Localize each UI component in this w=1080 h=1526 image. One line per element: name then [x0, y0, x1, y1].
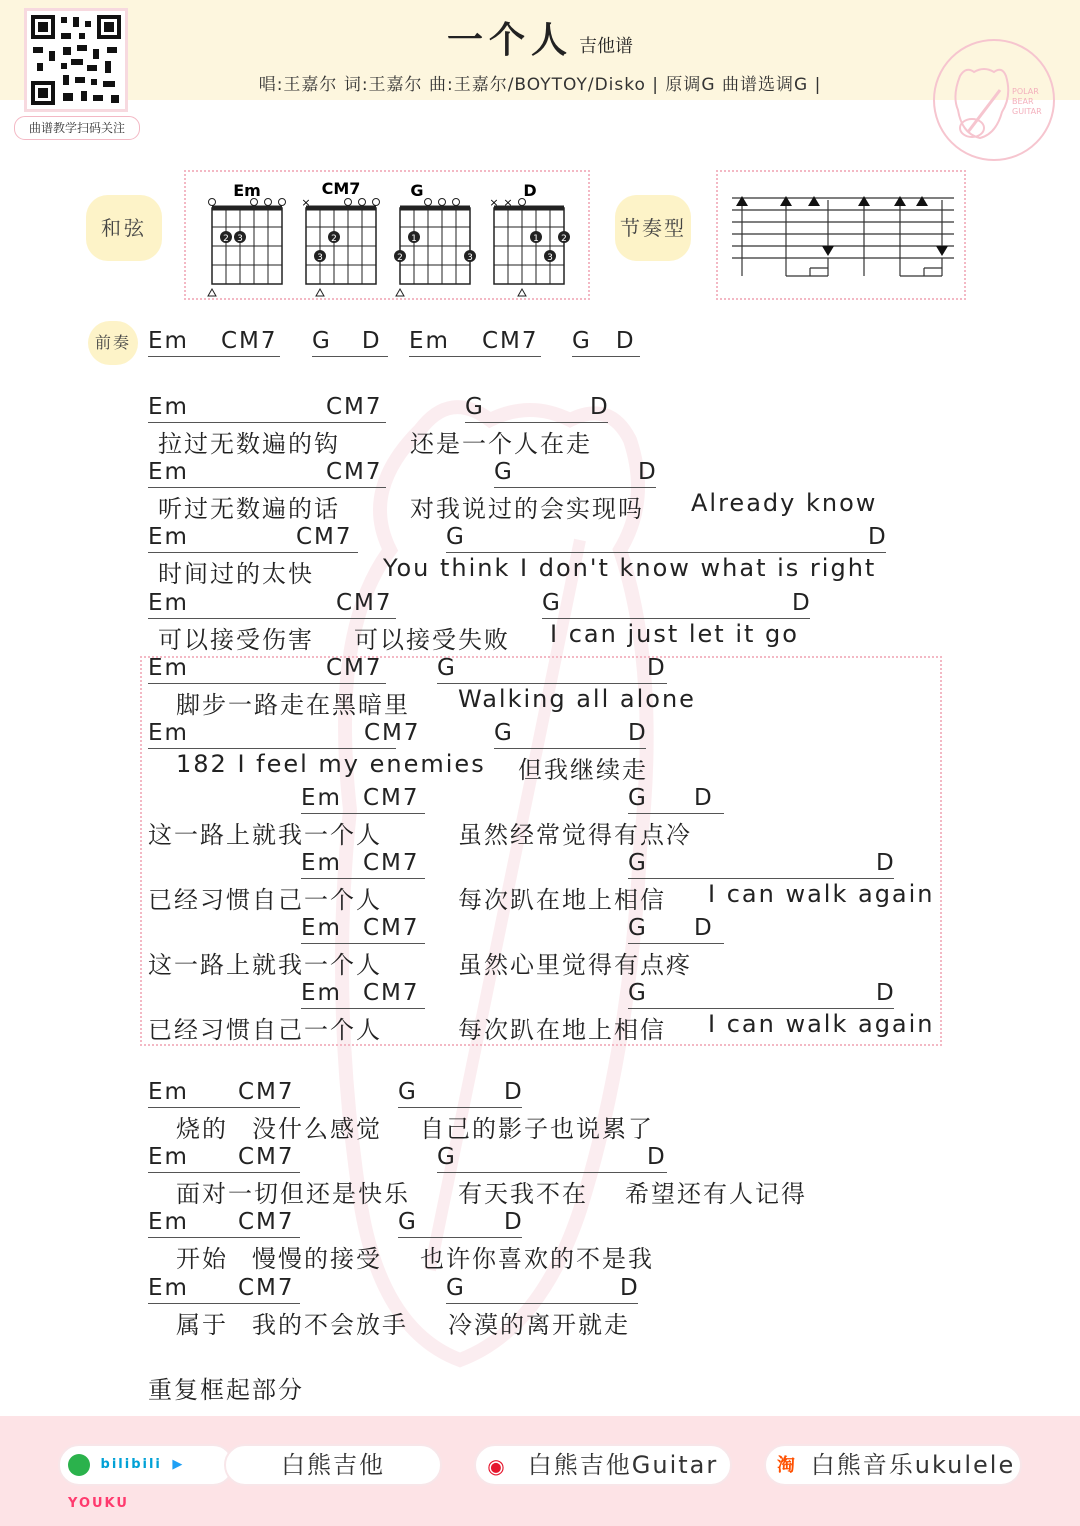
chord: G — [628, 850, 648, 876]
chord: G — [446, 1275, 466, 1301]
bilibili-label: bilibili — [100, 1457, 162, 1472]
lyric: 可以接受伤害 — [158, 626, 314, 654]
chord: G — [465, 394, 485, 420]
taobao-icon: 淘 — [770, 1449, 804, 1483]
chord: Em — [148, 394, 189, 420]
chord-span — [494, 718, 646, 749]
youku-label: YOUKU — [68, 1495, 129, 1511]
chord: D — [792, 590, 812, 616]
logo-text-1: POLAR — [1012, 87, 1039, 96]
chord-span — [542, 588, 810, 619]
weibo-channel[interactable] — [474, 1444, 732, 1486]
chord-span — [148, 522, 358, 553]
svg-text:×: × — [301, 196, 311, 209]
qr-caption: 曲谱教学扫码关注 — [14, 116, 140, 140]
intro-chord: CM7 — [481, 328, 539, 354]
chord-g-diagram — [394, 181, 476, 296]
lyric: 听过无数遍的话 — [158, 495, 340, 523]
chord-diagram-box — [184, 170, 590, 300]
lyric: I can just let it go — [550, 620, 799, 648]
intro-chord: Em — [148, 328, 189, 354]
chord: CM7 — [296, 524, 353, 550]
lyric: You think I don't know what is right — [383, 554, 877, 582]
lyric: 面对一切但还是快乐 — [176, 1180, 410, 1208]
lyric: 有天我不在 — [458, 1180, 588, 1208]
weibo-icon: ◉ — [480, 1449, 514, 1483]
chord-span — [301, 848, 425, 879]
intro-chord-5-6 — [409, 326, 541, 357]
song-meta: 唱:王嘉尔 词:王嘉尔 曲:王嘉尔/BOYTOY/Disko | 原调G 曲谱选调G | — [258, 75, 822, 95]
chord-cm7-diagram — [301, 179, 379, 296]
lyric: I can walk again — [708, 880, 935, 908]
chord-span — [628, 978, 894, 1009]
chord: G — [542, 590, 562, 616]
lyric: 虽然经常觉得有点冷 — [458, 821, 692, 849]
youku-play-icon: ▶ — [172, 1457, 185, 1472]
chord: D — [694, 915, 714, 941]
chord-em-label: Em — [233, 181, 261, 200]
lyric: 这一路上就我一个人 — [148, 821, 382, 849]
page-title — [0, 12, 1080, 63]
chord: CM7 — [363, 850, 420, 876]
chord: Em — [148, 459, 189, 485]
chord: D — [876, 980, 896, 1006]
intro-chord-7-8 — [572, 326, 640, 357]
chord-g-label: G — [410, 181, 424, 200]
lyric: 自己的影子也说累了 — [420, 1115, 654, 1143]
lyric: 还是一个人在走 — [410, 430, 592, 458]
lyric: 拉过无数遍的钩 — [158, 430, 340, 458]
chord: Em — [301, 785, 342, 811]
chord-span — [446, 522, 886, 553]
rhythm-pattern — [718, 172, 964, 298]
chord: G — [494, 720, 514, 746]
chord: CM7 — [336, 590, 393, 616]
chord: CM7 — [363, 785, 420, 811]
chord-span — [437, 653, 667, 684]
logo-text-3: GUITAR — [1012, 107, 1042, 116]
chord-span — [301, 978, 425, 1009]
lyric: 没什么感觉 — [252, 1115, 382, 1143]
lyric: 这一路上就我一个人 — [148, 951, 382, 979]
chord: G — [628, 785, 648, 811]
lyric: 烧的 — [176, 1115, 228, 1143]
lyric: 脚步一路走在黑暗里 — [176, 691, 410, 719]
chord: Em — [301, 980, 342, 1006]
chord: CM7 — [363, 915, 420, 941]
chord: Em — [148, 655, 189, 681]
svg-text:×: × — [489, 196, 499, 209]
platform-pill[interactable] — [58, 1444, 234, 1511]
lyric: 每次趴在地上相信 — [458, 1016, 666, 1044]
lyric: 虽然心里觉得有点疼 — [458, 951, 692, 979]
chord-span — [628, 783, 724, 814]
svg-text:3: 3 — [317, 253, 323, 263]
svg-text:1: 1 — [533, 234, 539, 244]
chord: CM7 — [326, 459, 383, 485]
intro-chord: D — [361, 328, 382, 354]
chord: Em — [148, 590, 189, 616]
intro-chord: G — [572, 328, 592, 354]
chord-span — [148, 457, 386, 488]
chord: G — [437, 655, 457, 681]
chord: Em — [148, 1209, 189, 1235]
repeat-note: 重复框起部分 — [148, 1376, 304, 1404]
chord-span — [398, 1207, 522, 1238]
chord: CM7 — [364, 720, 421, 746]
chord: Em — [148, 1144, 189, 1170]
lyric: 慢慢的接受 — [252, 1245, 382, 1273]
intro-chord-1-2 — [148, 326, 280, 357]
taobao-channel[interactable] — [764, 1444, 1022, 1486]
chord-span — [148, 1142, 300, 1173]
intro-tag: 前奏 — [88, 321, 138, 365]
intro-chord: CM7 — [220, 328, 278, 354]
rhythm-tag: 节奏型 — [615, 195, 691, 261]
chord: D — [620, 1275, 640, 1301]
svg-text:2: 2 — [223, 234, 229, 244]
chord-span — [301, 783, 425, 814]
svg-text:3: 3 — [547, 253, 553, 263]
chord: D — [647, 1144, 667, 1170]
song-title: 一个人 — [446, 20, 573, 61]
chord: G — [628, 915, 648, 941]
chord-d-label: D — [523, 181, 537, 200]
lyric: 对我说过的会实现吗 — [410, 495, 644, 523]
chord: D — [504, 1209, 524, 1235]
chord-span — [398, 1077, 522, 1108]
chord: CM7 — [238, 1209, 295, 1235]
lyric: 时间过的太快 — [158, 560, 314, 588]
chord-span — [148, 1273, 300, 1304]
intro-chord-3-4 — [312, 326, 388, 357]
chord-span — [148, 653, 386, 684]
chord-span — [465, 392, 608, 423]
chord-span — [446, 1273, 638, 1304]
chord-span — [494, 457, 656, 488]
chord: CM7 — [238, 1275, 295, 1301]
title-suffix: 吉他谱 — [579, 36, 633, 57]
chord: G — [494, 459, 514, 485]
chord-span — [148, 392, 386, 423]
chord: D — [504, 1079, 524, 1105]
chord: CM7 — [363, 980, 420, 1006]
chord: Em — [148, 1275, 189, 1301]
chord: CM7 — [326, 655, 383, 681]
chord: Em — [148, 1079, 189, 1105]
chord: Em — [301, 850, 342, 876]
polar-bear-guitar-logo — [930, 36, 1058, 164]
lyric: 182 I feel my enemies — [176, 750, 486, 778]
svg-text:3: 3 — [237, 234, 243, 244]
lyric: 开始 — [176, 1245, 228, 1273]
svg-text:2: 2 — [397, 253, 403, 263]
logo-text-2: BEAR — [1012, 97, 1034, 106]
chord-span — [148, 718, 421, 749]
lyric: 但我继续走 — [518, 756, 648, 784]
chord: Em — [148, 720, 189, 746]
chord: CM7 — [238, 1144, 295, 1170]
chord-span — [148, 1077, 300, 1108]
chord-span — [148, 1207, 300, 1238]
lyric: Already know — [691, 489, 878, 517]
chord: D — [628, 720, 648, 746]
chord: G — [437, 1144, 457, 1170]
channel-baixiong-guitar[interactable]: 白熊吉他 — [224, 1444, 442, 1486]
lyric: I can walk again — [708, 1010, 935, 1038]
lyric: 可以接受失败 — [354, 626, 510, 654]
lyric: 也许你喜欢的不是我 — [420, 1245, 654, 1273]
svg-text:×: × — [503, 196, 513, 209]
rhythm-box — [716, 170, 966, 300]
chord-cm7-label: CM7 — [321, 179, 361, 198]
chord: G — [398, 1079, 418, 1105]
chord-span — [628, 913, 724, 944]
lyric: 已经习惯自己一个人 — [148, 886, 382, 914]
chord: D — [868, 524, 888, 550]
chord: G — [628, 980, 648, 1006]
chord-span — [301, 913, 425, 944]
chord: G — [398, 1209, 418, 1235]
chord: D — [876, 850, 896, 876]
lyric: 冷漠的离开就走 — [448, 1311, 630, 1339]
svg-text:3: 3 — [467, 253, 473, 263]
taobao-channel-label: 白熊音乐ukulele — [810, 1451, 1016, 1479]
chord: Em — [301, 915, 342, 941]
chord-d-diagram — [489, 181, 570, 296]
chord: G — [446, 524, 466, 550]
chord-diagrams — [186, 172, 588, 298]
chord: D — [647, 655, 667, 681]
chords-tag: 和弦 — [86, 195, 162, 261]
chord-em-diagram — [208, 181, 286, 296]
chord: CM7 — [326, 394, 383, 420]
weibo-channel-label: 白熊吉他Guitar — [527, 1451, 719, 1479]
intro-chord: G — [312, 328, 332, 354]
svg-text:1: 1 — [411, 234, 417, 244]
lyric: 希望还有人记得 — [625, 1180, 807, 1208]
intro-chord: D — [615, 328, 636, 354]
lyric: Walking all alone — [458, 685, 696, 713]
footer-band — [0, 1416, 1080, 1526]
lyric: 我的不会放手 — [252, 1311, 408, 1339]
chord: CM7 — [238, 1079, 295, 1105]
svg-text:2: 2 — [561, 234, 567, 244]
chord: D — [694, 785, 714, 811]
chord-span — [628, 848, 894, 879]
lyric: 属于 — [176, 1311, 228, 1339]
chord: D — [638, 459, 658, 485]
chord: Em — [148, 524, 189, 550]
chord-span — [148, 588, 396, 619]
lyric: 已经习惯自己一个人 — [148, 1016, 382, 1044]
intro-chord: Em — [409, 328, 450, 354]
lyric: 每次趴在地上相信 — [458, 886, 666, 914]
chord: D — [590, 394, 610, 420]
chord-span — [437, 1142, 667, 1173]
svg-text:2: 2 — [331, 234, 337, 244]
wechat-icon — [68, 1454, 90, 1476]
